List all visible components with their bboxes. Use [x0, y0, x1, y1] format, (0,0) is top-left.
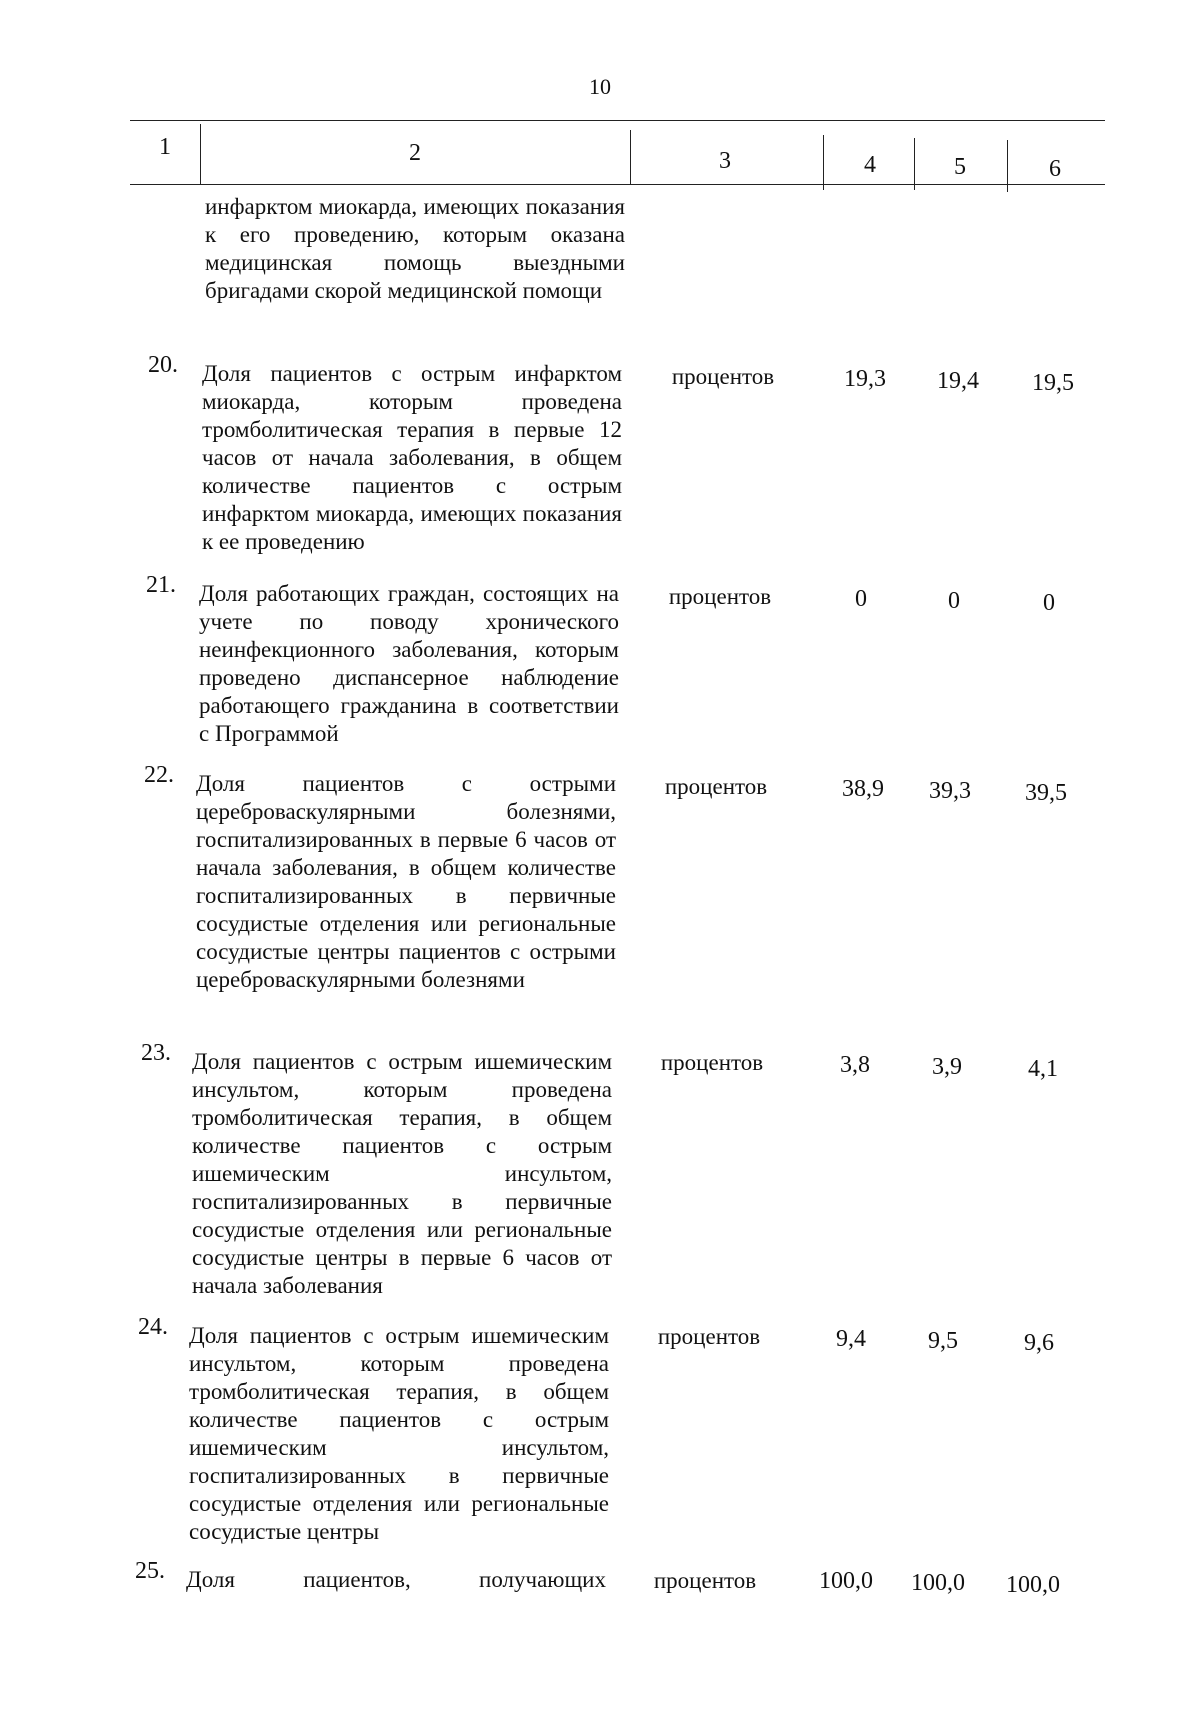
row-unit: процентов — [653, 1568, 757, 1593]
row-value-col5: 39,3 — [929, 778, 971, 804]
row-value-col4: 9,4 — [836, 1326, 866, 1352]
row-description: Доля работающих граждан, состоящих на учете по поводу хронического неинфекционного заболевания, которым проведено диспансерное наблюдение работающего гражданина в соответствии с Программой — [199, 581, 619, 746]
header-divider-3 — [823, 135, 824, 190]
row-value-col5: 9,5 — [928, 1328, 958, 1354]
row-value-col6: 19,5 — [1032, 370, 1074, 396]
header-col-4: 4 — [864, 152, 876, 178]
row-number: 24. — [138, 1314, 168, 1340]
row-value-col6: 39,5 — [1025, 780, 1067, 806]
row-value-col6: 4,1 — [1028, 1056, 1058, 1082]
header-col-5: 5 — [954, 154, 966, 180]
row-value-col6: 9,6 — [1024, 1330, 1054, 1356]
row-value-col6: 100,0 — [1006, 1572, 1060, 1598]
row-number: 20. — [148, 352, 178, 378]
row-value-col4: 100,0 — [819, 1568, 873, 1594]
page-number: 10 — [589, 74, 611, 99]
header-divider-4 — [914, 138, 915, 190]
row-value-col5: 100,0 — [911, 1570, 965, 1596]
row-unit: процентов — [668, 584, 772, 609]
row-description: Доля пациентов с острым ишемическим инсультом, которым проведена тромболитическая терапия, в общем количестве пациентов с острым ишемическим инсультом, госпитализированных в первичные сосудистые отделения или региональные сосудистые центры в первые 6 часов от начала заболевания — [192, 1049, 612, 1298]
row-unit: процентов — [660, 1050, 764, 1075]
row-number: 23. — [141, 1040, 171, 1066]
row-value-col4: 3,8 — [840, 1052, 870, 1078]
header-divider-5 — [1007, 140, 1008, 192]
row-value-col4: 19,3 — [844, 366, 886, 392]
header-bottom-border — [130, 184, 1105, 185]
row-description: Доля пациентов с острыми цереброваскулярными болезнями, госпитализированных в первые 6 часов от начала заболевания, в общем количестве госпитализированных в первичные сосудистые отделения или региональные сосудистые центры пациентов с острыми цереброваскулярными болезнями — [196, 771, 616, 992]
row-description: Доля пациентов с острым ишемическим инсультом, которым проведена тромболитическая терапия, в общем количестве пациентов с острым ишемическим инсультом, госпитализированных в первичные сосудистые отделения или региональные сосудистые центры — [189, 1323, 609, 1544]
header-col-1: 1 — [159, 134, 171, 160]
row-description: Доля пациентов с острым инфарктом миокарда, которым проведена тромболитическая терапия в первые 12 часов от начала заболевания, в общем количестве пациентов с острым инфарктом миокарда, имеющих показания к ее проведению — [202, 361, 622, 554]
row-value-col5: 19,4 — [937, 368, 979, 394]
header-divider-1 — [200, 124, 201, 184]
header-col-2: 2 — [409, 140, 421, 166]
row-value-col5: 3,9 — [932, 1054, 962, 1080]
header-col-3: 3 — [719, 148, 731, 174]
header-divider-2 — [630, 130, 631, 184]
row-unit: процентов — [657, 1324, 761, 1349]
row-unit: процентов — [671, 364, 775, 389]
header-col-6: 6 — [1049, 156, 1061, 182]
row-unit: процентов — [664, 774, 768, 799]
row-value-col4: 38,9 — [842, 776, 884, 802]
row-value-col4: 0 — [855, 586, 867, 612]
header-top-border — [130, 120, 1105, 121]
row-number: 25. — [135, 1558, 165, 1584]
row-value-col6: 0 — [1043, 590, 1055, 616]
continuation-text: инфарктом миокарда, имеющих показания к его проведению, которым оказана медицинская помощь выездными бригадами скорой медицинской помощи — [205, 194, 625, 303]
row-number: 22. — [144, 762, 174, 788]
row-value-col5: 0 — [948, 588, 960, 614]
row-description: Доля пациентов, получающих — [186, 1567, 606, 1592]
row-number: 21. — [146, 572, 176, 598]
